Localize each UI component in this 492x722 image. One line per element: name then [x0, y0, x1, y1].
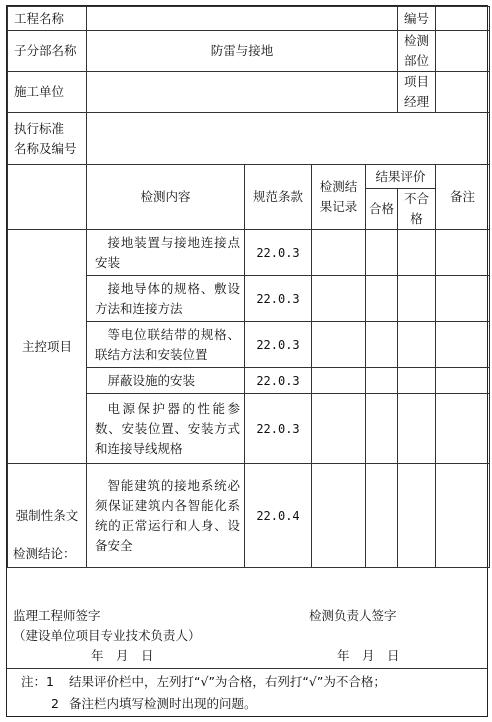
- standard-label-line1: 执行标准: [14, 120, 65, 136]
- mandatory-group-label: 强制性条文: [8, 464, 87, 568]
- fail-cell[interactable]: [398, 368, 436, 394]
- inspection-location-field[interactable]: [436, 31, 490, 72]
- inspection-location-label: 检测部位: [398, 31, 436, 72]
- record-cell[interactable]: [312, 230, 366, 276]
- main-item-content: 接地装置与接地连接点安装: [87, 230, 245, 276]
- col-fail-header: 不合格: [398, 189, 436, 230]
- note-line-2: 备注栏内填写检测时出现的问题。: [69, 696, 257, 711]
- main-item-content: 电源保护器的性能参数、安装位置、安装方式和连接导线规格: [87, 394, 245, 464]
- main-item-content: 接地导体的规格、敷设方法和连接方法: [87, 276, 245, 322]
- supervisor-sign-note: （建设单位项目专业技术负责人）: [13, 628, 201, 643]
- inspector-sign-label: 检测负责人签字: [309, 608, 397, 623]
- remarks-cell[interactable]: [436, 322, 490, 368]
- project-name-label: 工程名称: [8, 7, 87, 31]
- main-item-content: 等电位联结带的规格、联结方法和安装位置: [87, 322, 245, 368]
- main-item-clause: 22.0.3: [245, 322, 312, 368]
- construction-unit-label: 施工单位: [8, 72, 87, 113]
- fail-cell[interactable]: [398, 276, 436, 322]
- inspection-table: [7, 6, 490, 568]
- inspector-date: 年 月 日: [337, 648, 400, 663]
- col-evaluation-header: 结果评价: [366, 165, 436, 189]
- subdivision-value: 防雷与接地: [87, 31, 398, 72]
- fail-cell[interactable]: [398, 322, 436, 368]
- record-cell[interactable]: [312, 276, 366, 322]
- header-blank-cell: [8, 165, 87, 230]
- fail-cell[interactable]: [398, 230, 436, 276]
- pass-cell[interactable]: [366, 322, 398, 368]
- note-prefix: 注：1: [21, 674, 54, 689]
- col-record-line1: 检测结: [319, 179, 358, 194]
- col-content-header: 检测内容: [87, 165, 245, 230]
- fail-cell[interactable]: [398, 394, 436, 464]
- main-item-clause: 22.0.3: [245, 368, 312, 394]
- conclusion-section: [7, 540, 487, 669]
- mandatory-item-content: 智能建筑的接地系统必须保证建筑内各智能化系统的正常运行和人身、设备安全: [87, 464, 245, 568]
- project-manager-field[interactable]: [436, 72, 490, 113]
- project-manager-label: 项目经理: [398, 72, 436, 113]
- number-field[interactable]: [436, 7, 490, 31]
- supervisor-date: 年 月 日: [91, 648, 154, 663]
- remarks-cell[interactable]: [436, 394, 490, 464]
- main-items-group-label: 主控项目: [8, 230, 87, 464]
- number-label: 编号: [398, 7, 436, 31]
- main-item-clause: 22.0.3: [245, 230, 312, 276]
- col-record-line2: 果记录: [319, 199, 358, 214]
- inspection-record-form: [6, 5, 488, 717]
- record-cell[interactable]: [312, 394, 366, 464]
- col-remarks-header: 备注: [436, 165, 490, 230]
- pass-cell[interactable]: [366, 276, 398, 322]
- main-item-clause: 22.0.3: [245, 276, 312, 322]
- remarks-cell[interactable]: [436, 230, 490, 276]
- pass-cell[interactable]: [366, 230, 398, 276]
- notes-section: [7, 668, 487, 718]
- col-pass-header: 合格: [366, 189, 398, 230]
- subdivision-label: 子分部名称: [8, 31, 87, 72]
- standard-label: [8, 113, 87, 165]
- remarks-cell[interactable]: [436, 276, 490, 322]
- standard-field[interactable]: [87, 113, 490, 165]
- mandatory-item-clause: 22.0.4: [245, 464, 312, 568]
- col-clause-header: 规范条款: [245, 165, 312, 230]
- main-item-clause: 22.0.3: [245, 394, 312, 464]
- construction-unit-field[interactable]: [87, 72, 398, 113]
- pass-cell[interactable]: [366, 368, 398, 394]
- conclusion-label: 检测结论：: [13, 546, 76, 561]
- record-cell[interactable]: [312, 322, 366, 368]
- pass-cell[interactable]: [366, 394, 398, 464]
- remarks-cell[interactable]: [436, 368, 490, 394]
- project-name-field[interactable]: [87, 7, 398, 31]
- note-line-1: 结果评价栏中，左列打“√”为合格，右列打“√”为不合格；: [69, 674, 386, 689]
- standard-label-line2: 名称及编号: [14, 140, 77, 156]
- record-cell[interactable]: [312, 368, 366, 394]
- supervisor-sign-label: 监理工程师签字: [13, 608, 101, 623]
- main-item-content: 屏蔽设施的安装: [87, 368, 245, 394]
- note-number-2: 2: [51, 696, 59, 711]
- col-record-header: [312, 165, 366, 230]
